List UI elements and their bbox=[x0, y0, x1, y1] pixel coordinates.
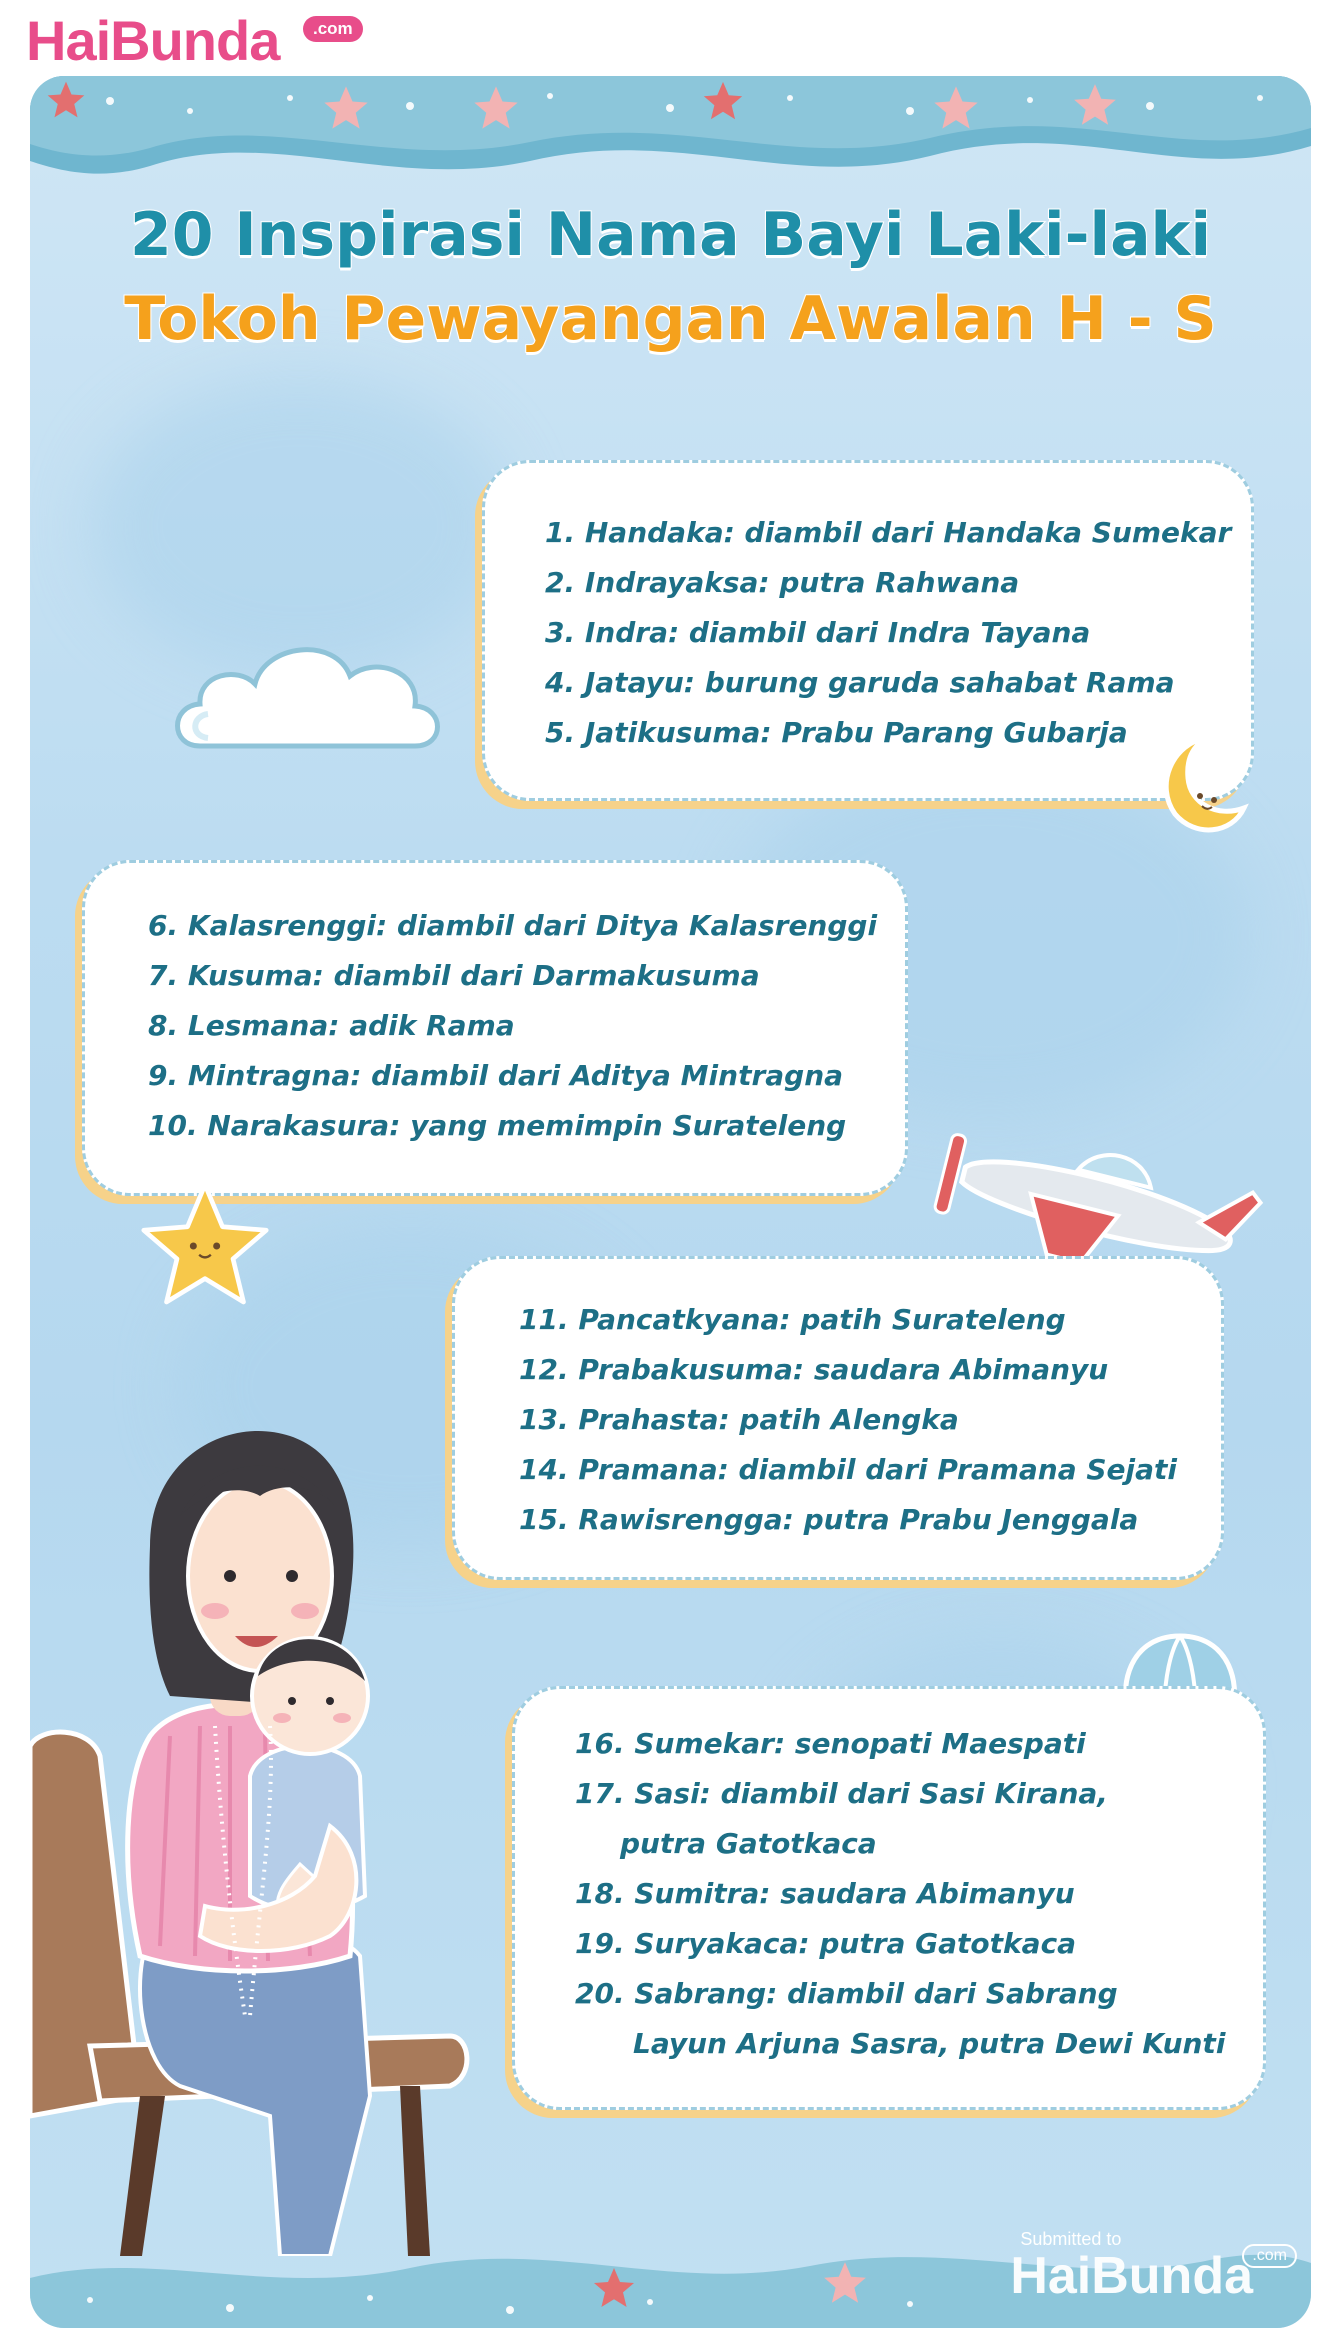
list-item: 3. Indra: diambil dari Indra Tayana bbox=[545, 616, 1091, 649]
star-icon bbox=[700, 78, 746, 124]
list-item: 5. Jatikusuma: Prabu Parang Gubarja bbox=[545, 716, 1128, 749]
name-list-card-2 bbox=[82, 860, 908, 1196]
star-icon bbox=[44, 78, 88, 122]
watermark-submitted-text: Submitted to bbox=[1020, 2229, 1122, 2249]
list-item: putra Gatotkaca bbox=[620, 1827, 877, 1860]
list-item: 10. Narakasura: yang memimpin Surateleng bbox=[148, 1109, 847, 1142]
list-item: 7. Kusuma: diambil dari Darmakusuma bbox=[148, 959, 760, 992]
brand-name: HaiBunda bbox=[26, 9, 280, 72]
list-item: 1. Handaka: diambil dari Handaka Sumekar bbox=[545, 516, 1232, 549]
name-list-card-1 bbox=[482, 460, 1254, 801]
submitted-watermark bbox=[1010, 2229, 1287, 2305]
star-icon bbox=[470, 82, 522, 134]
star-icon bbox=[930, 82, 982, 134]
title-line-1: 20 Inspirasi Nama Bayi Laki-laki bbox=[129, 200, 1212, 270]
moon-icon bbox=[1140, 726, 1250, 846]
list-item: 17. Sasi: diambil dari Sasi Kirana, bbox=[575, 1777, 1108, 1810]
list-item: 2. Indrayaksa: putra Rahwana bbox=[545, 566, 1020, 599]
title-line-2: Tokoh Pewayangan Awalan H - S bbox=[124, 284, 1217, 354]
list-item: 9. Mintragna: diambil dari Aditya Mintragna bbox=[148, 1059, 844, 1092]
star-icon bbox=[820, 2258, 870, 2308]
brand-suffix: .com bbox=[303, 16, 363, 42]
list-item: 18. Sumitra: saudara Abimanyu bbox=[575, 1877, 1075, 1910]
list-item: 4. Jatayu: burung garuda sahabat Rama bbox=[545, 666, 1175, 699]
brand-logo bbox=[26, 8, 353, 73]
list-item: 11. Pancatkyana: patih Surateleng bbox=[519, 1303, 1066, 1336]
list-item: 14. Pramana: diambil dari Pramana Sejati bbox=[519, 1453, 1177, 1486]
star-icon bbox=[320, 82, 372, 134]
watermark-brand-name: HaiBunda bbox=[1010, 2247, 1253, 2305]
name-list-card-4 bbox=[512, 1686, 1266, 2110]
list-item: 12. Prabakusuma: saudara Abimanyu bbox=[519, 1353, 1109, 1386]
list-item: 16. Sumekar: senopati Maespati bbox=[575, 1727, 1086, 1760]
list-item: 13. Prahasta: patih Alengka bbox=[519, 1403, 959, 1436]
list-item: 15. Rawisrengga: putra Prabu Jenggala bbox=[519, 1503, 1139, 1536]
cloud-icon bbox=[160, 626, 460, 776]
star-icon bbox=[130, 1176, 280, 1316]
list-item: 19. Suryakaca: putra Gatotkaca bbox=[575, 1927, 1077, 1960]
list-item: 6. Kalasrenggi: diambil dari Ditya Kalasrenggi bbox=[148, 909, 878, 942]
star-icon bbox=[1070, 80, 1120, 130]
infographic-poster bbox=[30, 76, 1311, 2328]
star-icon bbox=[590, 2264, 638, 2312]
list-item: 20. Sabrang: diambil dari Sabrang bbox=[575, 1977, 1118, 2010]
mother-and-baby-illustration bbox=[30, 1396, 590, 2256]
watermark-brand-suffix: .com bbox=[1242, 2244, 1297, 2268]
list-item: Layun Arjuna Sasra, putra Dewi Kunti bbox=[633, 2027, 1226, 2060]
list-item: 8. Lesmana: adik Rama bbox=[148, 1009, 515, 1042]
